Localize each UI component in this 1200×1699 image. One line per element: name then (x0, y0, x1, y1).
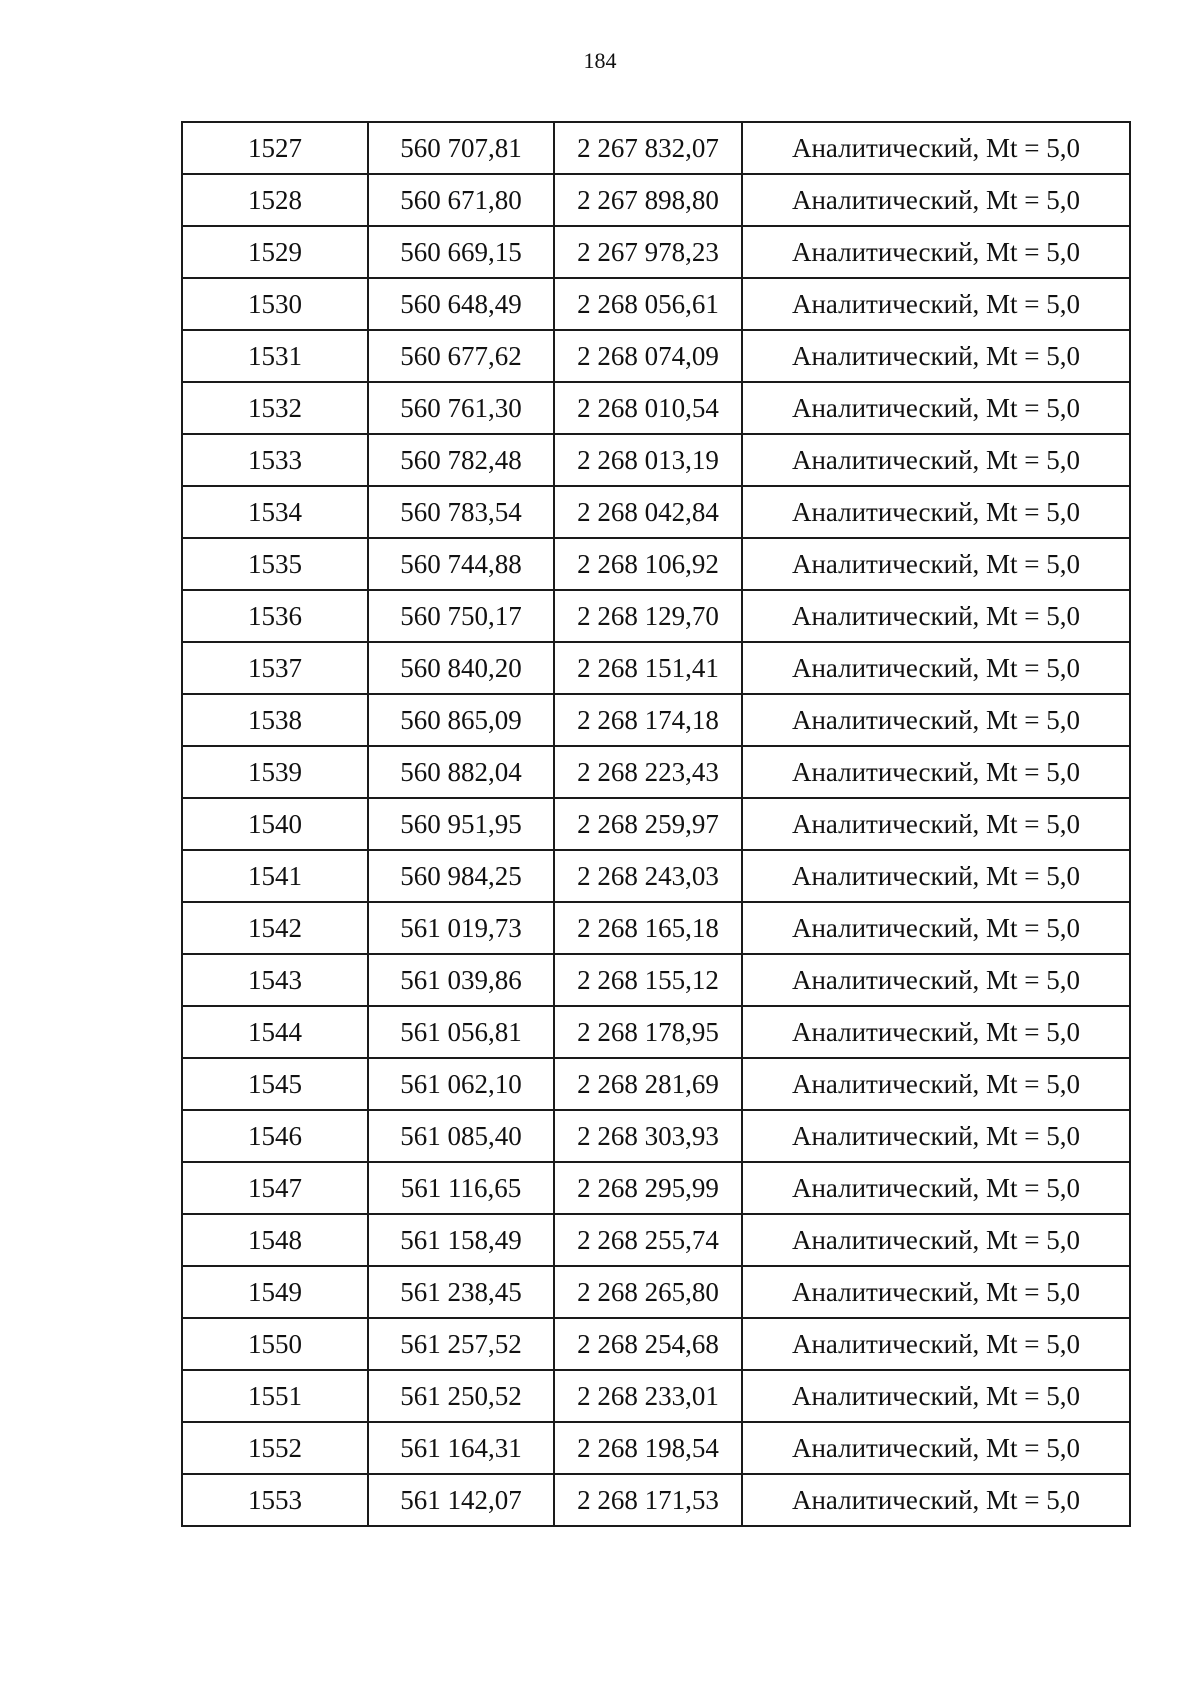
point-number-cell: 1527 (182, 122, 368, 174)
table-row (182, 330, 1130, 382)
method-cell: Аналитический, Mt = 5,0 (742, 486, 1130, 538)
y-coordinate-cell: 2 268 129,70 (554, 590, 742, 642)
table-row (182, 226, 1130, 278)
y-coordinate-cell: 2 268 255,74 (554, 1214, 742, 1266)
x-coordinate-cell: 560 707,81 (368, 122, 554, 174)
table-row (182, 954, 1130, 1006)
x-coordinate-cell: 560 951,95 (368, 798, 554, 850)
x-coordinate-cell: 560 782,48 (368, 434, 554, 486)
method-cell: Аналитический, Mt = 5,0 (742, 226, 1130, 278)
y-coordinate-cell: 2 268 151,41 (554, 642, 742, 694)
x-coordinate-cell: 560 750,17 (368, 590, 554, 642)
x-coordinate-cell: 561 039,86 (368, 954, 554, 1006)
x-coordinate-cell: 560 840,20 (368, 642, 554, 694)
x-coordinate-cell: 561 164,31 (368, 1422, 554, 1474)
table-row (182, 1370, 1130, 1422)
method-cell: Аналитический, Mt = 5,0 (742, 1370, 1130, 1422)
y-coordinate-cell: 2 268 174,18 (554, 694, 742, 746)
y-coordinate-cell: 2 268 056,61 (554, 278, 742, 330)
table-row (182, 798, 1130, 850)
table-row (182, 1214, 1130, 1266)
x-coordinate-cell: 561 257,52 (368, 1318, 554, 1370)
table-row (182, 1422, 1130, 1474)
y-coordinate-cell: 2 268 198,54 (554, 1422, 742, 1474)
x-coordinate-cell: 561 158,49 (368, 1214, 554, 1266)
table-row (182, 902, 1130, 954)
x-coordinate-cell: 560 761,30 (368, 382, 554, 434)
y-coordinate-cell: 2 268 281,69 (554, 1058, 742, 1110)
y-coordinate-cell: 2 268 171,53 (554, 1474, 742, 1526)
point-number-cell: 1550 (182, 1318, 368, 1370)
table-row (182, 1006, 1130, 1058)
method-cell: Аналитический, Mt = 5,0 (742, 1006, 1130, 1058)
y-coordinate-cell: 2 268 010,54 (554, 382, 742, 434)
y-coordinate-cell: 2 268 223,43 (554, 746, 742, 798)
y-coordinate-cell: 2 268 295,99 (554, 1162, 742, 1214)
table-row (182, 746, 1130, 798)
point-number-cell: 1552 (182, 1422, 368, 1474)
point-number-cell: 1534 (182, 486, 368, 538)
point-number-cell: 1544 (182, 1006, 368, 1058)
point-number-cell: 1541 (182, 850, 368, 902)
x-coordinate-cell: 560 984,25 (368, 850, 554, 902)
y-coordinate-cell: 2 268 074,09 (554, 330, 742, 382)
x-coordinate-cell: 560 783,54 (368, 486, 554, 538)
point-number-cell: 1539 (182, 746, 368, 798)
method-cell: Аналитический, Mt = 5,0 (742, 1422, 1130, 1474)
y-coordinate-cell: 2 268 233,01 (554, 1370, 742, 1422)
table-row (182, 1474, 1130, 1526)
method-cell: Аналитический, Mt = 5,0 (742, 1058, 1130, 1110)
y-coordinate-cell: 2 267 898,80 (554, 174, 742, 226)
method-cell: Аналитический, Mt = 5,0 (742, 1110, 1130, 1162)
point-number-cell: 1537 (182, 642, 368, 694)
table-row (182, 694, 1130, 746)
method-cell: Аналитический, Mt = 5,0 (742, 434, 1130, 486)
page-number: 184 (583, 48, 617, 73)
method-cell: Аналитический, Mt = 5,0 (742, 1266, 1130, 1318)
x-coordinate-cell: 560 671,80 (368, 174, 554, 226)
method-cell: Аналитический, Mt = 5,0 (742, 278, 1130, 330)
method-cell: Аналитический, Mt = 5,0 (742, 1162, 1130, 1214)
y-coordinate-cell: 2 267 832,07 (554, 122, 742, 174)
x-coordinate-cell: 560 882,04 (368, 746, 554, 798)
table-row (182, 850, 1130, 902)
x-coordinate-cell: 561 085,40 (368, 1110, 554, 1162)
point-number-cell: 1546 (182, 1110, 368, 1162)
method-cell: Аналитический, Mt = 5,0 (742, 1318, 1130, 1370)
point-number-cell: 1536 (182, 590, 368, 642)
table-row (182, 434, 1130, 486)
x-coordinate-cell: 561 062,10 (368, 1058, 554, 1110)
table-row (182, 122, 1130, 174)
method-cell: Аналитический, Mt = 5,0 (742, 694, 1130, 746)
point-number-cell: 1553 (182, 1474, 368, 1526)
y-coordinate-cell: 2 268 013,19 (554, 434, 742, 486)
table-row (182, 642, 1130, 694)
table-row (182, 590, 1130, 642)
method-cell: Аналитический, Mt = 5,0 (742, 902, 1130, 954)
method-cell: Аналитический, Mt = 5,0 (742, 798, 1130, 850)
y-coordinate-cell: 2 268 165,18 (554, 902, 742, 954)
method-cell: Аналитический, Mt = 5,0 (742, 330, 1130, 382)
y-coordinate-cell: 2 268 254,68 (554, 1318, 742, 1370)
x-coordinate-cell: 561 250,52 (368, 1370, 554, 1422)
table-row (182, 1266, 1130, 1318)
coordinates-table-body (182, 122, 1130, 1526)
table-row (182, 278, 1130, 330)
table-row (182, 1110, 1130, 1162)
x-coordinate-cell: 561 142,07 (368, 1474, 554, 1526)
y-coordinate-cell: 2 268 178,95 (554, 1006, 742, 1058)
y-coordinate-cell: 2 268 303,93 (554, 1110, 742, 1162)
x-coordinate-cell: 560 865,09 (368, 694, 554, 746)
point-number-cell: 1542 (182, 902, 368, 954)
x-coordinate-cell: 560 648,49 (368, 278, 554, 330)
method-cell: Аналитический, Mt = 5,0 (742, 174, 1130, 226)
method-cell: Аналитический, Mt = 5,0 (742, 1214, 1130, 1266)
point-number-cell: 1528 (182, 174, 368, 226)
x-coordinate-cell: 561 019,73 (368, 902, 554, 954)
method-cell: Аналитический, Mt = 5,0 (742, 590, 1130, 642)
method-cell: Аналитический, Mt = 5,0 (742, 538, 1130, 590)
method-cell: Аналитический, Mt = 5,0 (742, 122, 1130, 174)
table-row (182, 1058, 1130, 1110)
method-cell: Аналитический, Mt = 5,0 (742, 954, 1130, 1006)
point-number-cell: 1533 (182, 434, 368, 486)
method-cell: Аналитический, Mt = 5,0 (742, 642, 1130, 694)
point-number-cell: 1543 (182, 954, 368, 1006)
table-row (182, 486, 1130, 538)
point-number-cell: 1538 (182, 694, 368, 746)
method-cell: Аналитический, Mt = 5,0 (742, 1474, 1130, 1526)
y-coordinate-cell: 2 268 259,97 (554, 798, 742, 850)
y-coordinate-cell: 2 267 978,23 (554, 226, 742, 278)
point-number-cell: 1532 (182, 382, 368, 434)
method-cell: Аналитический, Mt = 5,0 (742, 746, 1130, 798)
y-coordinate-cell: 2 268 265,80 (554, 1266, 742, 1318)
y-coordinate-cell: 2 268 243,03 (554, 850, 742, 902)
point-number-cell: 1547 (182, 1162, 368, 1214)
point-number-cell: 1530 (182, 278, 368, 330)
x-coordinate-cell: 560 669,15 (368, 226, 554, 278)
point-number-cell: 1548 (182, 1214, 368, 1266)
x-coordinate-cell: 560 677,62 (368, 330, 554, 382)
x-coordinate-cell: 560 744,88 (368, 538, 554, 590)
point-number-cell: 1529 (182, 226, 368, 278)
table-row (182, 174, 1130, 226)
coordinates-table (181, 121, 1131, 1527)
method-cell: Аналитический, Mt = 5,0 (742, 850, 1130, 902)
table-row (182, 382, 1130, 434)
point-number-cell: 1549 (182, 1266, 368, 1318)
table-row (182, 1318, 1130, 1370)
table-row (182, 538, 1130, 590)
point-number-cell: 1545 (182, 1058, 368, 1110)
y-coordinate-cell: 2 268 106,92 (554, 538, 742, 590)
point-number-cell: 1540 (182, 798, 368, 850)
x-coordinate-cell: 561 238,45 (368, 1266, 554, 1318)
table-row (182, 1162, 1130, 1214)
point-number-cell: 1551 (182, 1370, 368, 1422)
x-coordinate-cell: 561 116,65 (368, 1162, 554, 1214)
x-coordinate-cell: 561 056,81 (368, 1006, 554, 1058)
point-number-cell: 1531 (182, 330, 368, 382)
y-coordinate-cell: 2 268 155,12 (554, 954, 742, 1006)
point-number-cell: 1535 (182, 538, 368, 590)
y-coordinate-cell: 2 268 042,84 (554, 486, 742, 538)
method-cell: Аналитический, Mt = 5,0 (742, 382, 1130, 434)
